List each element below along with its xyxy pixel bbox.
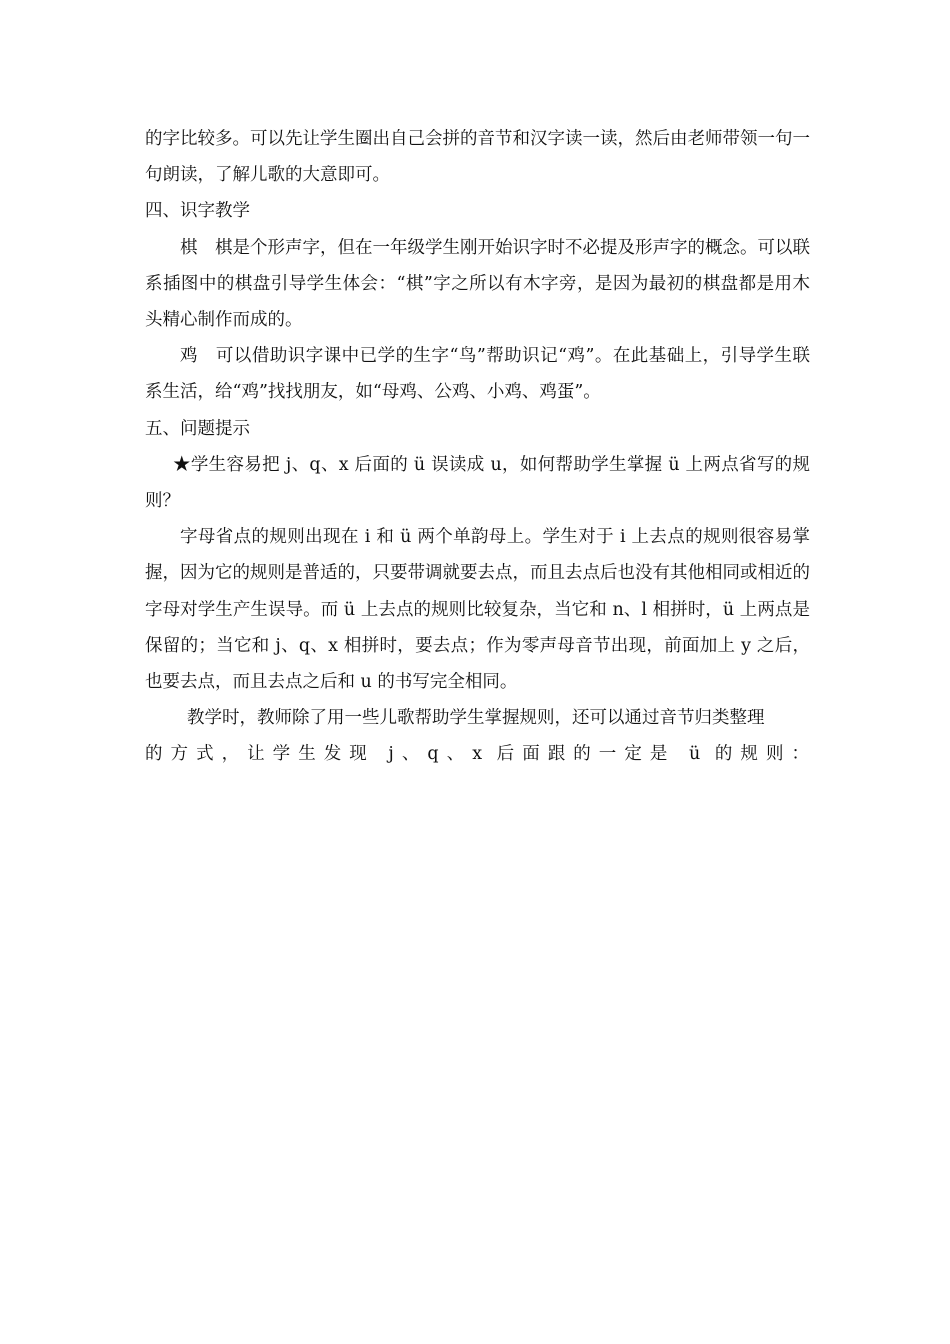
paragraph-teaching-line2: 的方式，让学生发现 j、q、x 后面跟的一定是 ü 的规则： [145,744,810,765]
section-heading-literacy: 四、识字教学 [145,201,250,222]
paragraph-continuation: 的字比较多。可以先让学生圈出自己会拼的音节和汉字读一读，然后由老师带领一句一句朗读，了解儿歌的大意即可。 [145,129,810,186]
paragraph-ji: 鸡 可以借助识字课中已学的生字“鸟”帮助识记“鸡”。在此基础上，引导学生联系生活，给“鸡”找找朋友，如“母鸡、公鸡、小鸡、鸡蛋”。 [145,346,810,403]
paragraph-qi: 棋 棋是个形声字，但在一年级学生刚开始识字时不必提及形声字的概念。可以联系插图中的棋盘引导学生体会：“棋”字之所以有木字旁，是因为最初的棋盘都是用木头精心制作而成的。 [145,237,810,331]
paragraph-teaching-line1: 教学时，教师除了用一些儿歌帮助学生掌握规则，还可以通过音节归类整理 [187,708,765,729]
section-heading-tips: 五、问题提示 [145,418,250,439]
document-body [145,121,810,773]
question-paragraph: ★学生容易把 j、q、x 后面的 ü 误读成 u，如何帮助学生掌握 ü 上两点省写的规则？ [145,454,810,512]
paragraph-dot-rules: 字母省点的规则出现在 i 和 ü 两个单韵母上。学生对于 i 上去点的规则很容易掌握，因为它的规则是普适的，只要带调就要去点，而且去点后也没有其他相同或相近的字母对学生产生误导。而 ü 上去点的规则比较复杂，当它和 n、l 相拼时，ü 上两点是保留的；当它和 j、q、x 相拼时，要去点；作为零声母音节出现，前面加上 y 之后，也要去点，而且去点之后和 u 的书写完全相同。 [145,527,810,693]
